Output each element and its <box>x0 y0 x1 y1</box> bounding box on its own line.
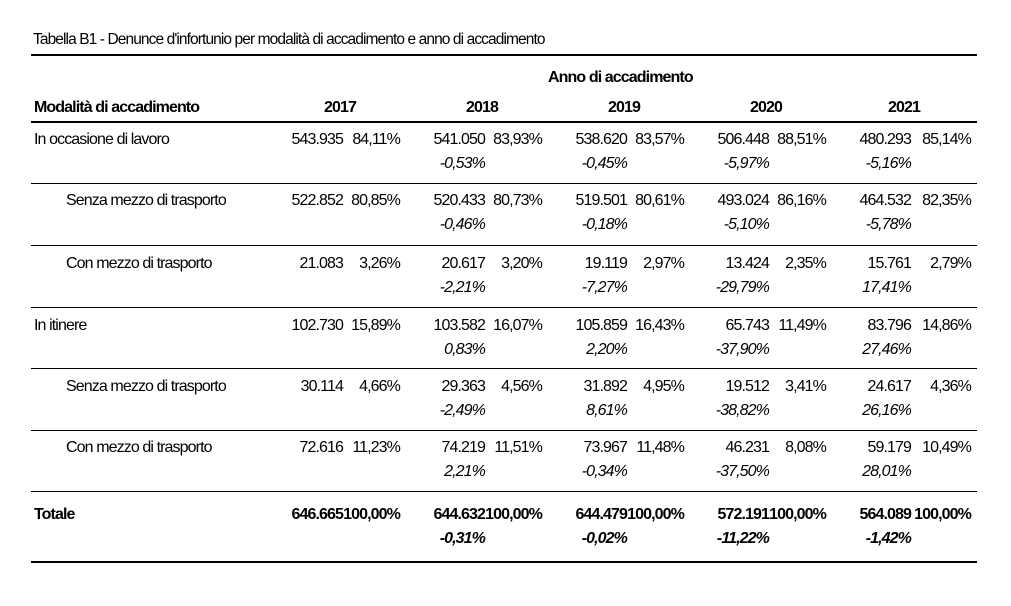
row-separator <box>31 307 977 308</box>
cell-variation: -11,22% <box>716 530 769 547</box>
cell-variation: -1,42% <box>865 530 911 547</box>
cell-value: 73.967 <box>583 439 627 456</box>
year-header-2018: 2018 <box>466 99 498 116</box>
cell-variation: 28,01% <box>862 463 911 480</box>
cell-variation: -0,34% <box>581 463 627 480</box>
cell-value: 522.852 <box>291 192 343 209</box>
year-header-2020: 2020 <box>750 99 782 116</box>
cell-value: 102.730 <box>291 317 343 334</box>
year-header-2017: 2017 <box>324 99 356 116</box>
row-separator <box>31 368 977 369</box>
cell-percent: 85,14% <box>922 131 971 148</box>
row-separator <box>31 245 977 246</box>
cell-percent: 15,89% <box>351 317 400 334</box>
cell-value: 572.191 <box>717 506 769 523</box>
cell-variation: -5,16% <box>865 155 911 172</box>
cell-value: 13.424 <box>725 255 769 272</box>
cell-value: 493.024 <box>717 192 769 209</box>
cell-value: 19.512 <box>725 378 769 395</box>
cell-value: 105.859 <box>575 317 627 334</box>
cell-variation: -5,97% <box>723 155 769 172</box>
cell-variation: -38,82% <box>715 402 769 419</box>
cell-percent: 3,41% <box>785 378 826 395</box>
cell-percent: 4,95% <box>643 378 684 395</box>
cell-percent: 100,00% <box>769 506 826 523</box>
cell-value: 31.892 <box>583 378 627 395</box>
cell-value: 480.293 <box>859 131 911 148</box>
cell-percent: 100,00% <box>627 506 684 523</box>
cell-value: 464.532 <box>859 192 911 209</box>
cell-percent: 14,86% <box>922 317 971 334</box>
cell-variation: -37,90% <box>715 341 769 358</box>
cell-variation: -2,21% <box>439 279 485 296</box>
cell-percent: 11,51% <box>494 439 542 456</box>
header-rule <box>31 121 977 123</box>
row-header: Modalità di accadimento <box>34 99 200 116</box>
cell-percent: 4,56% <box>501 378 542 395</box>
cell-percent: 2,79% <box>930 255 971 272</box>
top-rule <box>31 54 977 56</box>
cell-percent: 10,49% <box>922 439 971 456</box>
cell-value: 520.433 <box>433 192 485 209</box>
cell-variation: -29,79% <box>715 279 769 296</box>
row-label: In itinere <box>34 317 87 334</box>
column-group-header: Anno di accadimento <box>548 69 693 86</box>
year-header-2021: 2021 <box>888 99 920 116</box>
cell-value: 83.796 <box>867 317 911 334</box>
cell-percent: 11,23% <box>352 439 400 456</box>
cell-variation: 2,21% <box>444 463 485 480</box>
year-header-2019: 2019 <box>608 99 640 116</box>
cell-value: 30.114 <box>300 378 343 395</box>
cell-percent: 80,73% <box>493 192 542 209</box>
cell-variation: -2,49% <box>439 402 485 419</box>
cell-value: 20.617 <box>441 255 485 272</box>
cell-variation: -0,46% <box>439 216 485 233</box>
cell-value: 564.089 <box>859 506 911 523</box>
cell-percent: 2,35% <box>785 255 826 272</box>
cell-value: 29.363 <box>441 378 485 395</box>
cell-percent: 84,11% <box>352 131 400 148</box>
cell-percent: 11,49% <box>778 317 826 334</box>
cell-value: 646.665 <box>291 506 343 523</box>
cell-percent: 100,00% <box>343 506 400 523</box>
cell-percent: 3,26% <box>359 255 400 272</box>
cell-variation: 8,61% <box>586 402 627 419</box>
cell-value: 59.179 <box>867 439 911 456</box>
row-label: Senza mezzo di trasporto <box>66 192 226 209</box>
cell-variation: -5,10% <box>723 216 769 233</box>
cell-variation: 2,20% <box>586 341 627 358</box>
row-separator <box>31 183 977 184</box>
row-label: In occasione di lavoro <box>34 131 169 148</box>
row-label: Con mezzo di trasporto <box>66 255 212 272</box>
cell-variation: -5,78% <box>865 216 911 233</box>
cell-value: 46.231 <box>725 439 769 456</box>
cell-variation: -0,02% <box>581 530 627 547</box>
cell-value: 506.448 <box>717 131 769 148</box>
cell-percent: 86,16% <box>777 192 826 209</box>
cell-variation: -0,31% <box>439 530 485 547</box>
cell-value: 19.119 <box>584 255 627 272</box>
row-separator <box>31 430 977 431</box>
cell-variation: 27,46% <box>862 341 911 358</box>
table-title: Tabella B1 - Denunce d'infortunio per modalità di accadimento e anno di accadimento <box>33 31 545 48</box>
cell-percent: 80,61% <box>635 192 684 209</box>
cell-percent: 83,93% <box>493 131 542 148</box>
cell-percent: 80,85% <box>351 192 400 209</box>
cell-variation: 0,83% <box>444 341 485 358</box>
cell-value: 519.501 <box>575 192 627 209</box>
cell-percent: 16,43% <box>635 317 684 334</box>
cell-variation: -7,27% <box>581 279 627 296</box>
cell-percent: 100,00% <box>485 506 542 523</box>
cell-variation: -0,18% <box>581 216 627 233</box>
cell-variation: -37,50% <box>715 463 769 480</box>
cell-value: 21.083 <box>299 255 343 272</box>
row-separator <box>31 491 977 492</box>
cell-percent: 4,36% <box>930 378 971 395</box>
cell-variation: -0,45% <box>581 155 627 172</box>
cell-percent: 100,00% <box>914 506 971 523</box>
cell-value: 24.617 <box>867 378 911 395</box>
cell-value: 74.219 <box>441 439 485 456</box>
cell-variation: 17,41% <box>862 279 911 296</box>
cell-value: 541.050 <box>433 131 485 148</box>
cell-variation: -0,53% <box>439 155 485 172</box>
cell-value: 644.632 <box>433 506 485 523</box>
cell-value: 72.616 <box>299 439 343 456</box>
cell-percent: 3,20% <box>501 255 542 272</box>
cell-value: 103.582 <box>433 317 485 334</box>
cell-variation: 26,16% <box>862 402 911 419</box>
cell-percent: 88,51% <box>777 131 826 148</box>
row-label: Totale <box>34 506 75 523</box>
row-label: Con mezzo di trasporto <box>66 439 212 456</box>
cell-value: 15.761 <box>867 255 911 272</box>
cell-percent: 2,97% <box>643 255 684 272</box>
cell-value: 543.935 <box>291 131 343 148</box>
cell-value: 65.743 <box>725 317 769 334</box>
bottom-rule <box>31 561 977 563</box>
cell-value: 538.620 <box>575 131 627 148</box>
cell-value: 644.479 <box>575 506 627 523</box>
row-label: Senza mezzo di trasporto <box>66 378 226 395</box>
cell-percent: 8,08% <box>785 439 826 456</box>
cell-percent: 83,57% <box>635 131 684 148</box>
cell-percent: 16,07% <box>493 317 542 334</box>
cell-percent: 82,35% <box>922 192 971 209</box>
cell-percent: 4,66% <box>359 378 400 395</box>
cell-percent: 11,48% <box>636 439 684 456</box>
